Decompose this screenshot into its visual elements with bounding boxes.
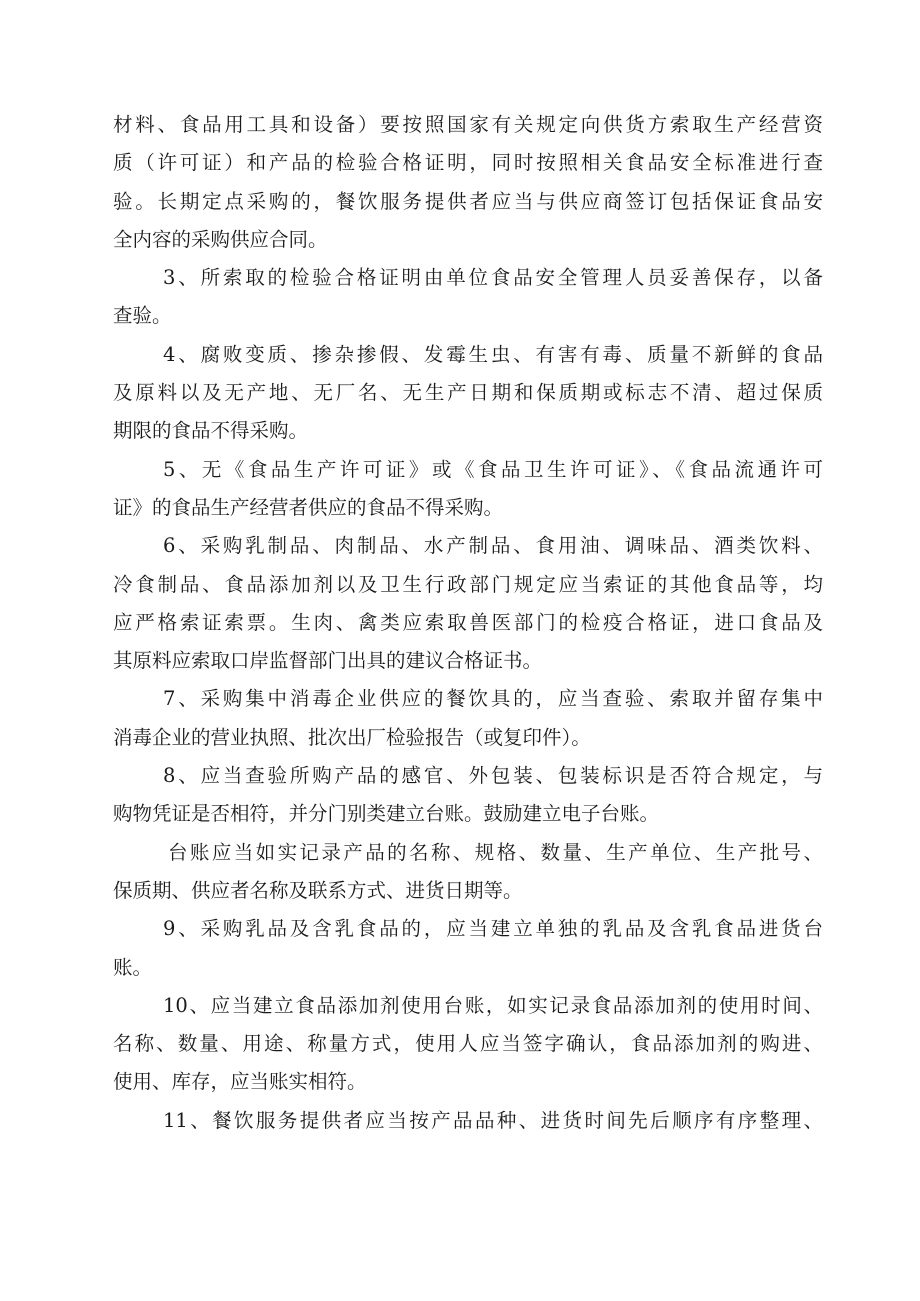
text-line: 9、采购乳品及含乳食品的，应当建立单独的乳品及含乳食品进货台 (163, 917, 823, 941)
text-line: 证》的食品生产经营者供应的食品不得采购。 (113, 495, 504, 519)
text-line: 及原料以及无产地、无厂名、无生产日期和保质期或标志不清、超过保质 (113, 381, 823, 405)
text-line: 查验。 (113, 304, 172, 328)
text-line: 全内容的采购供应合同。 (113, 227, 328, 251)
text-line: 11、餐饮服务提供者应当按产品品种、进货时间先后顺序有序整理、 (163, 1108, 823, 1132)
text-line: 台账应当如实记录产品的名称、规格、数量、生产单位、生产批号、 (168, 840, 823, 864)
text-line: 4、腐败变质、掺杂掺假、发霉生虫、有害有毒、质量不新鲜的食品 (163, 342, 823, 366)
document-body (113, 106, 823, 1140)
text-line: 期限的食品不得采购。 (113, 419, 309, 443)
text-line: 使用、库存，应当账实相符。 (113, 1070, 367, 1094)
text-line: 其原料应索取口岸监督部门出具的建议合格证书。 (113, 649, 543, 673)
text-line: 购物凭证是否相符，并分门别类建立台账。鼓励建立电子台账。 (113, 802, 660, 826)
text-line: 8、应当查验所购产品的感官、外包装、包装标识是否符合规定，与 (163, 764, 823, 788)
text-line: 10、应当建立食品添加剂使用台账，如实记录食品添加剂的使用时间、 (163, 993, 823, 1017)
text-line: 5、无《食品生产许可证》或《食品卫生许可证》、《食品流通许可 (163, 457, 823, 481)
text-line: 3、所索取的检验合格证明由单位食品安全管理人员妥善保存，以备 (163, 266, 823, 290)
text-line: 名称、数量、用途、称量方式，使用人应当签字确认，食品添加剂的购进、 (113, 1032, 823, 1056)
text-line: 账。 (113, 955, 153, 979)
text-line: 6、采购乳制品、肉制品、水产制品、食用油、调味品、酒类饮料、 (163, 534, 823, 558)
text-line: 验。长期定点采购的，餐饮服务提供者应当与供应商签订包括保证食品安 (113, 189, 823, 213)
text-line: 保质期、供应者名称及联系方式、进货日期等。 (113, 878, 523, 902)
text-line: 消毒企业的营业执照、批次出厂检验报告（或复印件）。 (113, 725, 591, 749)
text-line: 材料、食品用工具和设备）要按照国家有关规定向供货方索取生产经营资 (113, 113, 823, 136)
text-line: 质（许可证）和产品的检验合格证明，同时按照相关食品安全标准进行查 (113, 151, 823, 175)
text-line: 冷食制品、食品添加剂以及卫生行政部门规定应当索证的其他食品等，均 (113, 572, 823, 596)
text-line: 应严格索证索票。生肉、禽类应索取兽医部门的检疫合格证，进口食品及 (113, 610, 823, 634)
text-line: 7、采购集中消毒企业供应的餐饮具的，应当查验、索取并留存集中 (163, 687, 823, 711)
